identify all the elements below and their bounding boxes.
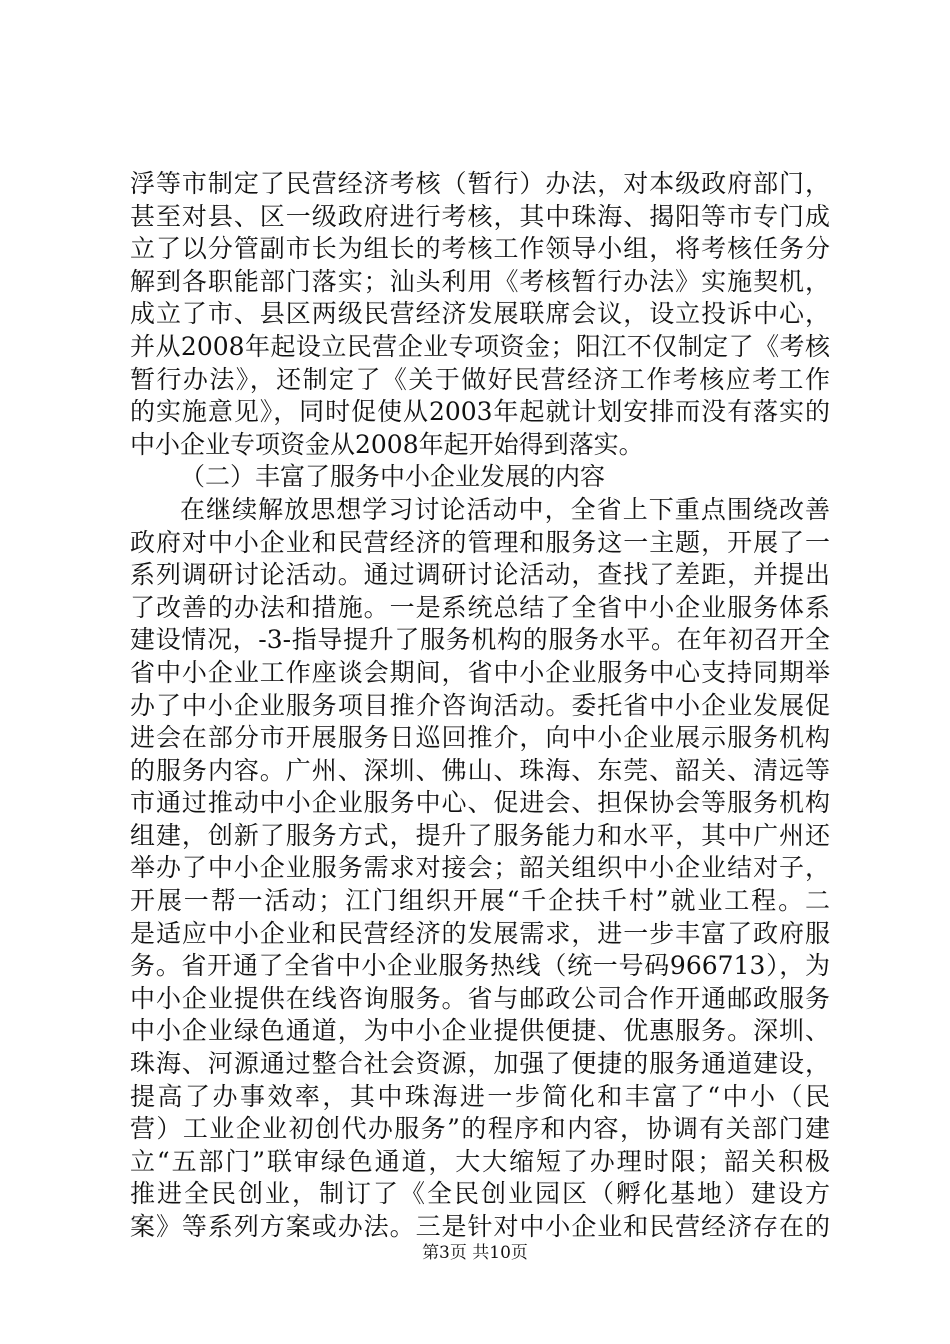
text-line: 是适应中小企业和民营经济的发展需求，进一步丰富了政府服 [130, 918, 830, 948]
text-line: 政府对中小企业和民营经济的管理和服务这一主题，开展了一 [130, 527, 830, 557]
text-line: 立了以分管副市长为组长的考核工作领导小组，将考核任务分 [130, 234, 830, 264]
text-line: 举办了中小企业服务需求对接会；韶关组织中小企业结对子， [130, 853, 830, 883]
text-line: 营）工业企业初创代办服务”的程序和内容，协调有关部门建 [130, 1114, 830, 1144]
text-line: 省中小企业工作座谈会期间，省中小企业服务中心支持同期举 [130, 657, 830, 687]
text-line: 提高了办事效率，其中珠海进一步简化和丰富了“中小（民 [130, 1081, 830, 1111]
paragraph-1 [130, 168, 830, 461]
text-line: 务。省开通了全省中小企业服务热线（统一号码966713），为 [130, 951, 830, 981]
text-line: 办了中小企业服务项目推介咨询活动。委托省中小企业发展促 [130, 690, 830, 720]
text-line: 成立了市、县区两级民营经济发展联席会议，设立投诉中心， [130, 299, 830, 329]
text-line: 系列调研讨论活动。通过调研讨论活动，查找了差距，并提出 [130, 560, 830, 590]
text-line: 解到各职能部门落实；汕头利用《考核暂行办法》实施契机， [130, 266, 830, 296]
text-line: 立“五部门”联审绿色通道，大大缩短了办理时限；韶关积极 [130, 1146, 830, 1176]
text-line: 了改善的办法和措施。一是系统总结了全省中小企业服务体系 [130, 592, 830, 622]
text-line: 浮等市制定了民营经济考核（暂行）办法，对本级政府部门， [130, 169, 830, 198]
text-line: 暂行办法》，还制定了《关于做好民营经济工作考核应考工作 [130, 364, 830, 394]
text-line: 中小企业提供在线咨询服务。省与邮政公司合作开通邮政服务 [130, 983, 830, 1013]
section-heading: （二）丰富了服务中小企业发展的内容 [180, 462, 606, 492]
text-line: 在继续解放思想学习讨论活动中，全省上下重点围绕改善 [180, 494, 830, 524]
text-line: 中小企业专项资金从2008年起开始得到落实。 [130, 429, 644, 459]
text-line: 市通过推动中小企业服务中心、促进会、担保协会等服务机构 [130, 788, 830, 818]
text-line: 推进全民创业，制订了《全民创业园区（孵化基地）建设方 [130, 1179, 830, 1209]
text-line: 的服务内容。广州、深圳、佛山、珠海、东莞、韶关、清远等 [130, 755, 830, 785]
text-line: 珠海、河源通过整合社会资源，加强了便捷的服务通道建设， [130, 1049, 830, 1079]
text-line: 进会在部分市开展服务日巡回推介，向中小企业展示服务机构 [130, 723, 830, 753]
text-line: 中小企业绿色通道，为中小企业提供便捷、优惠服务。深圳、 [130, 1016, 830, 1046]
text-line: 组建，创新了服务方式，提升了服务能力和水平，其中广州还 [130, 820, 830, 850]
document-body [130, 168, 830, 1244]
paragraph-2 [130, 494, 830, 1244]
text-line: 建设情况，-3-指导提升了服务机构的服务水平。在年初召开全 [130, 625, 830, 655]
page-number-footer: 第3页 共10页 [422, 1243, 528, 1263]
text-line: 案》等系列方案或办法。三是针对中小企业和民营经济存在的 [130, 1212, 830, 1241]
text-line: 甚至对县、区一级政府进行考核，其中珠海、揭阳等市专门成 [130, 201, 830, 231]
text-line: 开展一帮一活动；江门组织开展“千企扶千村”就业工程。二 [130, 886, 830, 916]
text-line: 的实施意见》，同时促使从2003年起就计划安排而没有落实的 [130, 397, 830, 427]
text-line: 并从2008年起设立民营企业专项资金；阳江不仅制定了《考核 [130, 331, 830, 361]
